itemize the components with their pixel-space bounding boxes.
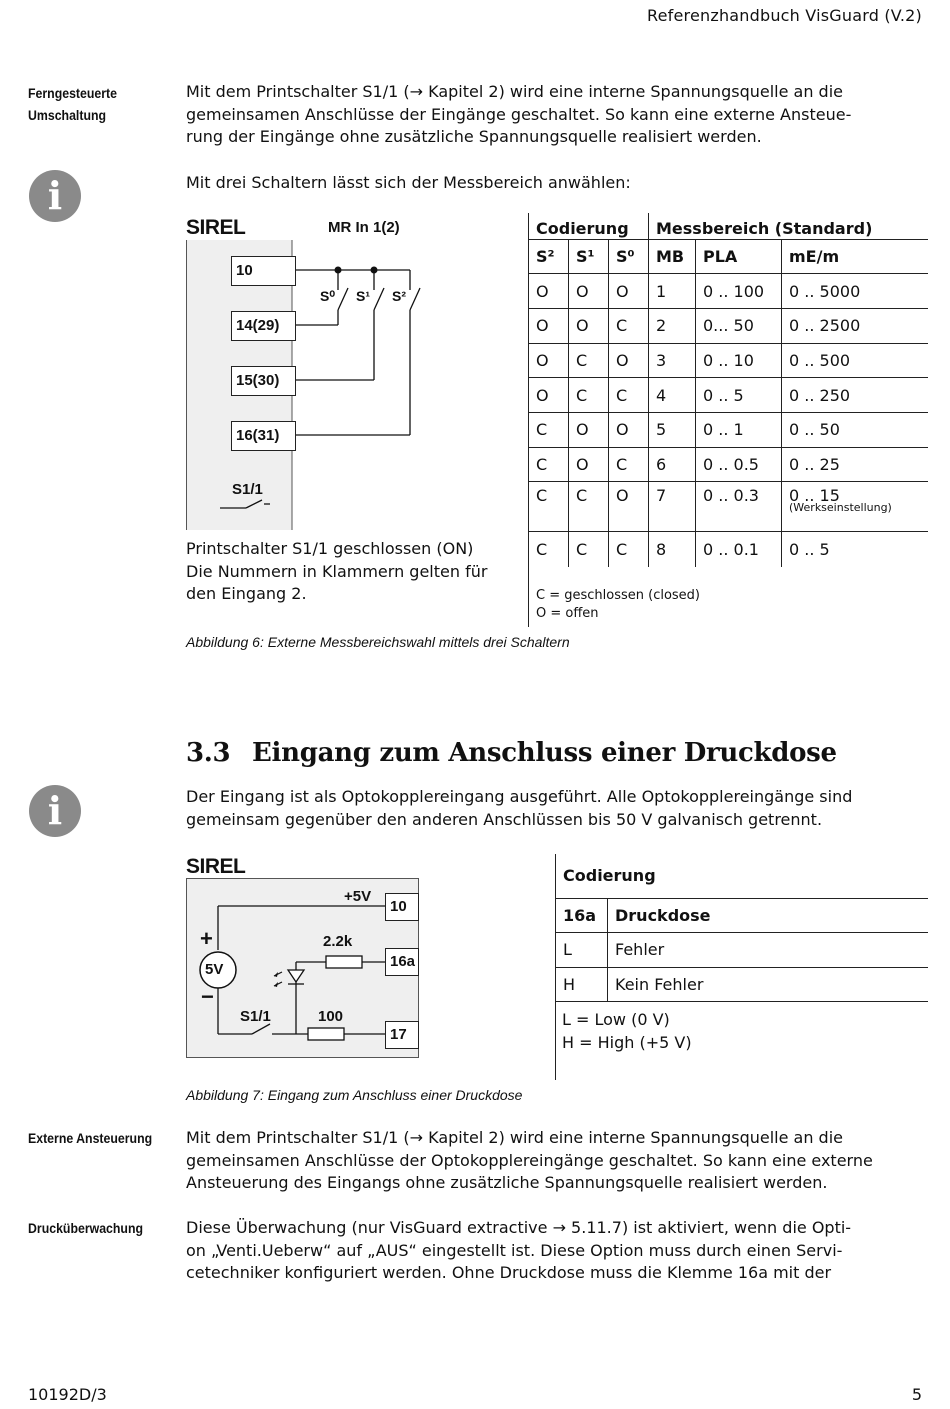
cell: 5: [649, 412, 696, 447]
info-icon: i: [29, 785, 81, 837]
text-line: Der Eingang ist als Optokopplereingang ausgeführt. Alle Optokopplereingänge sind: [186, 787, 853, 806]
minus-sign: −: [201, 984, 214, 1009]
table-header-row: [529, 213, 929, 239]
cell: 0 .. 2500: [782, 308, 929, 343]
legend-line: L = Low (0 V): [562, 1010, 670, 1029]
text-line: den Eingang 2.: [186, 584, 307, 604]
figure6-caption: Abbildung 6: Externe Messbereichswahl mittels drei Schaltern: [186, 634, 570, 650]
table-row: [529, 412, 929, 447]
info-icon: i: [29, 170, 81, 222]
text-line: gemeinsam gegenüber den anderen Anschlüssen bis 50 V galvanisch getrennt.: [186, 809, 823, 829]
text-line: on „Venti.Ueberw“ auf „AUS“ eingestellt ist. Diese Option muss durch einen Servi-: [186, 1240, 843, 1260]
header-codierung: Codierung: [556, 854, 929, 898]
cell: 0 .. 1: [696, 412, 782, 447]
figure6-note: [186, 538, 487, 606]
terminal-16-31: 16(31): [231, 421, 296, 451]
terminal-16a: 16a: [385, 948, 419, 976]
col-mb: MB: [649, 239, 696, 274]
cell: 8: [649, 532, 696, 567]
table-row: [556, 967, 929, 1002]
cell: O: [529, 274, 569, 309]
table-subheader-row: [556, 898, 929, 933]
header-codierung: Codierung: [529, 213, 649, 239]
cell: 7: [649, 482, 696, 532]
side-label-externe-ansteuerung: Externe Ansteuerung: [28, 1130, 153, 1146]
cell: 0 .. 0.1: [696, 532, 782, 567]
cell: C: [569, 378, 609, 413]
text-line: Die Nummern in Klammern gelten für: [186, 561, 488, 581]
paragraph-externe-ansteuerung: [186, 1127, 906, 1195]
cell: H: [556, 967, 608, 1002]
switch-label-s1: S¹: [356, 288, 370, 304]
text-line: rung der Eingänge ohne zusätzliche Spannungsquelle realisiert werden.: [186, 127, 762, 147]
cell: 0 .. 0.5: [696, 447, 782, 482]
cell: C: [569, 482, 609, 532]
table-legend: [562, 1008, 692, 1054]
resistor-100-label: 100: [318, 1008, 344, 1025]
resistor-2k2-label: 2.2k: [323, 933, 353, 950]
table-header-row: [556, 854, 929, 898]
table-row: [529, 447, 929, 482]
cell: O: [569, 447, 609, 482]
cell: C: [529, 482, 569, 532]
terminal-17: 17: [385, 1021, 419, 1049]
table-row: [529, 343, 929, 378]
cell: O: [569, 274, 609, 309]
cell: O: [529, 378, 569, 413]
text-line: cetechniker konfiguriert werden. Ohne Druckdose muss die Klemme 16a mit der: [186, 1263, 832, 1283]
cell: 0 .. 5000: [782, 274, 929, 309]
text-line: Mit dem Printschalter S1/1 (→ Kapitel 2) wird eine interne Spannungsquelle an die: [186, 82, 843, 101]
cell: 0... 50: [696, 308, 782, 343]
table-row: [529, 274, 929, 309]
cell: C: [569, 343, 609, 378]
cell: [782, 482, 929, 532]
cell: 0 .. 5: [782, 532, 929, 567]
cell: C: [529, 412, 569, 447]
cell: 1: [649, 274, 696, 309]
text-line: Ansteuerung des Eingangs ohne zusätzliche Spannungsquelle realisiert werden.: [186, 1173, 828, 1193]
table-row: [529, 482, 929, 532]
table-row: [529, 532, 929, 567]
table-row: [556, 933, 929, 968]
s11-label: S1/1: [232, 481, 263, 498]
cell: C: [609, 308, 649, 343]
messbereich-table: [528, 213, 928, 567]
cell: 0 .. 100: [696, 274, 782, 309]
cell: O: [569, 412, 609, 447]
table-left-rule: [528, 565, 529, 627]
cell: 0 .. 5: [696, 378, 782, 413]
cell: Kein Fehler: [608, 967, 929, 1002]
text-line: Mit dem Printschalter S1/1 (→ Kapitel 2) wird eine interne Spannungsquelle an die: [186, 1128, 843, 1147]
info-text: Mit drei Schaltern lässt sich der Messbereich anwählen:: [186, 173, 631, 192]
side-label-line: Ferngesteuerte: [28, 85, 118, 101]
mr-label: MR In 1(2): [328, 219, 400, 236]
paragraph-druckueberwachung: [186, 1217, 906, 1285]
side-label-druckueberwachung: Drucküberwachung: [28, 1220, 144, 1236]
footer-page-number: 5: [911, 1385, 922, 1404]
cell: O: [529, 343, 569, 378]
cell: C: [609, 447, 649, 482]
cell: C: [569, 532, 609, 567]
running-header: Referenzhandbuch VisGuard (V.2): [647, 6, 922, 25]
side-label-ferngesteuerte: [28, 82, 117, 126]
switch-label-s2: S²: [392, 288, 406, 304]
terminal-10: 10: [385, 893, 419, 921]
col-druckdose: Druckdose: [608, 898, 929, 933]
table-row: [529, 378, 929, 413]
plus-sign: +: [200, 926, 213, 951]
cell: 2: [649, 308, 696, 343]
figure7-caption: Abbildung 7: Eingang zum Anschluss einer Druckdose: [186, 1087, 523, 1103]
cell: C: [529, 532, 569, 567]
side-label-line: Umschaltung: [28, 107, 107, 123]
section-heading: [186, 738, 837, 768]
cell: C: [609, 378, 649, 413]
cell: 0 .. 50: [782, 412, 929, 447]
text-line: gemeinsamen Anschlüsse der Eingänge geschaltet. So kann eine externe Ansteue-: [186, 104, 852, 124]
cell: 0 .. 25: [782, 447, 929, 482]
cell: O: [609, 482, 649, 532]
plus5v-label: +5V: [344, 888, 372, 905]
footer-doc-number: 10192D/3: [28, 1385, 107, 1404]
header-messbereich: Messbereich (Standard): [649, 213, 929, 239]
table-row: [529, 308, 929, 343]
text-line: Diese Überwachung (nur VisGuard extractive → 5.11.7) ist aktiviert, wenn die Opti-: [186, 1218, 852, 1237]
table-left-rule: [555, 1002, 556, 1080]
col-s1: S¹: [569, 239, 609, 274]
s11-label: S1/1: [240, 1008, 271, 1025]
cell: O: [609, 274, 649, 309]
cell: O: [569, 308, 609, 343]
col-mem: mE/m: [782, 239, 929, 274]
terminal-10: 10: [231, 256, 296, 286]
section-number: 3.3: [186, 738, 231, 768]
terminal-15-30: 15(30): [231, 366, 296, 396]
terminal-14-29: 14(29): [231, 311, 296, 341]
cell: C: [529, 447, 569, 482]
col-s2: S²: [529, 239, 569, 274]
sirel-logo: SIREL: [186, 855, 246, 878]
sirel-logo: SIREL: [186, 216, 246, 239]
table-legend: [536, 587, 700, 623]
text-line: Printschalter S1/1 geschlossen (ON): [186, 539, 474, 558]
paragraph-umschaltung: [186, 81, 906, 149]
cell: 0 .. 10: [696, 343, 782, 378]
cell: 6: [649, 447, 696, 482]
cell: O: [609, 343, 649, 378]
legend-line: H = High (+5 V): [562, 1033, 692, 1052]
legend-line: C = geschlossen (closed): [536, 588, 701, 603]
switch-label-s0: S⁰: [320, 288, 335, 304]
cell: O: [529, 308, 569, 343]
cell: 0 .. 250: [782, 378, 929, 413]
cell: 0 .. 500: [782, 343, 929, 378]
cell: 0 .. 0.3: [696, 482, 782, 532]
text-line: gemeinsamen Anschlüsse der Optokopplereingänge geschaltet. So kann eine externe: [186, 1150, 873, 1170]
cell: O: [609, 412, 649, 447]
section-title: Eingang zum Anschluss einer Druckdose: [252, 738, 837, 768]
cell: 4: [649, 378, 696, 413]
table-subheader-row: [529, 239, 929, 274]
druckdose-table: [555, 854, 928, 1002]
paragraph-optokoppler: [186, 786, 906, 831]
werkseinstellung-note: (Werkseinstellung): [789, 501, 892, 515]
source-label: 5V: [205, 961, 224, 978]
col-s0: S⁰: [609, 239, 649, 274]
col-pla: PLA: [696, 239, 782, 274]
cell: Fehler: [608, 933, 929, 968]
cell-value: 0 .. 15: [789, 486, 840, 506]
cell: C: [609, 532, 649, 567]
col-16a: 16a: [556, 898, 608, 933]
cell: L: [556, 933, 608, 968]
legend-line: O = offen: [536, 606, 599, 621]
cell: 3: [649, 343, 696, 378]
